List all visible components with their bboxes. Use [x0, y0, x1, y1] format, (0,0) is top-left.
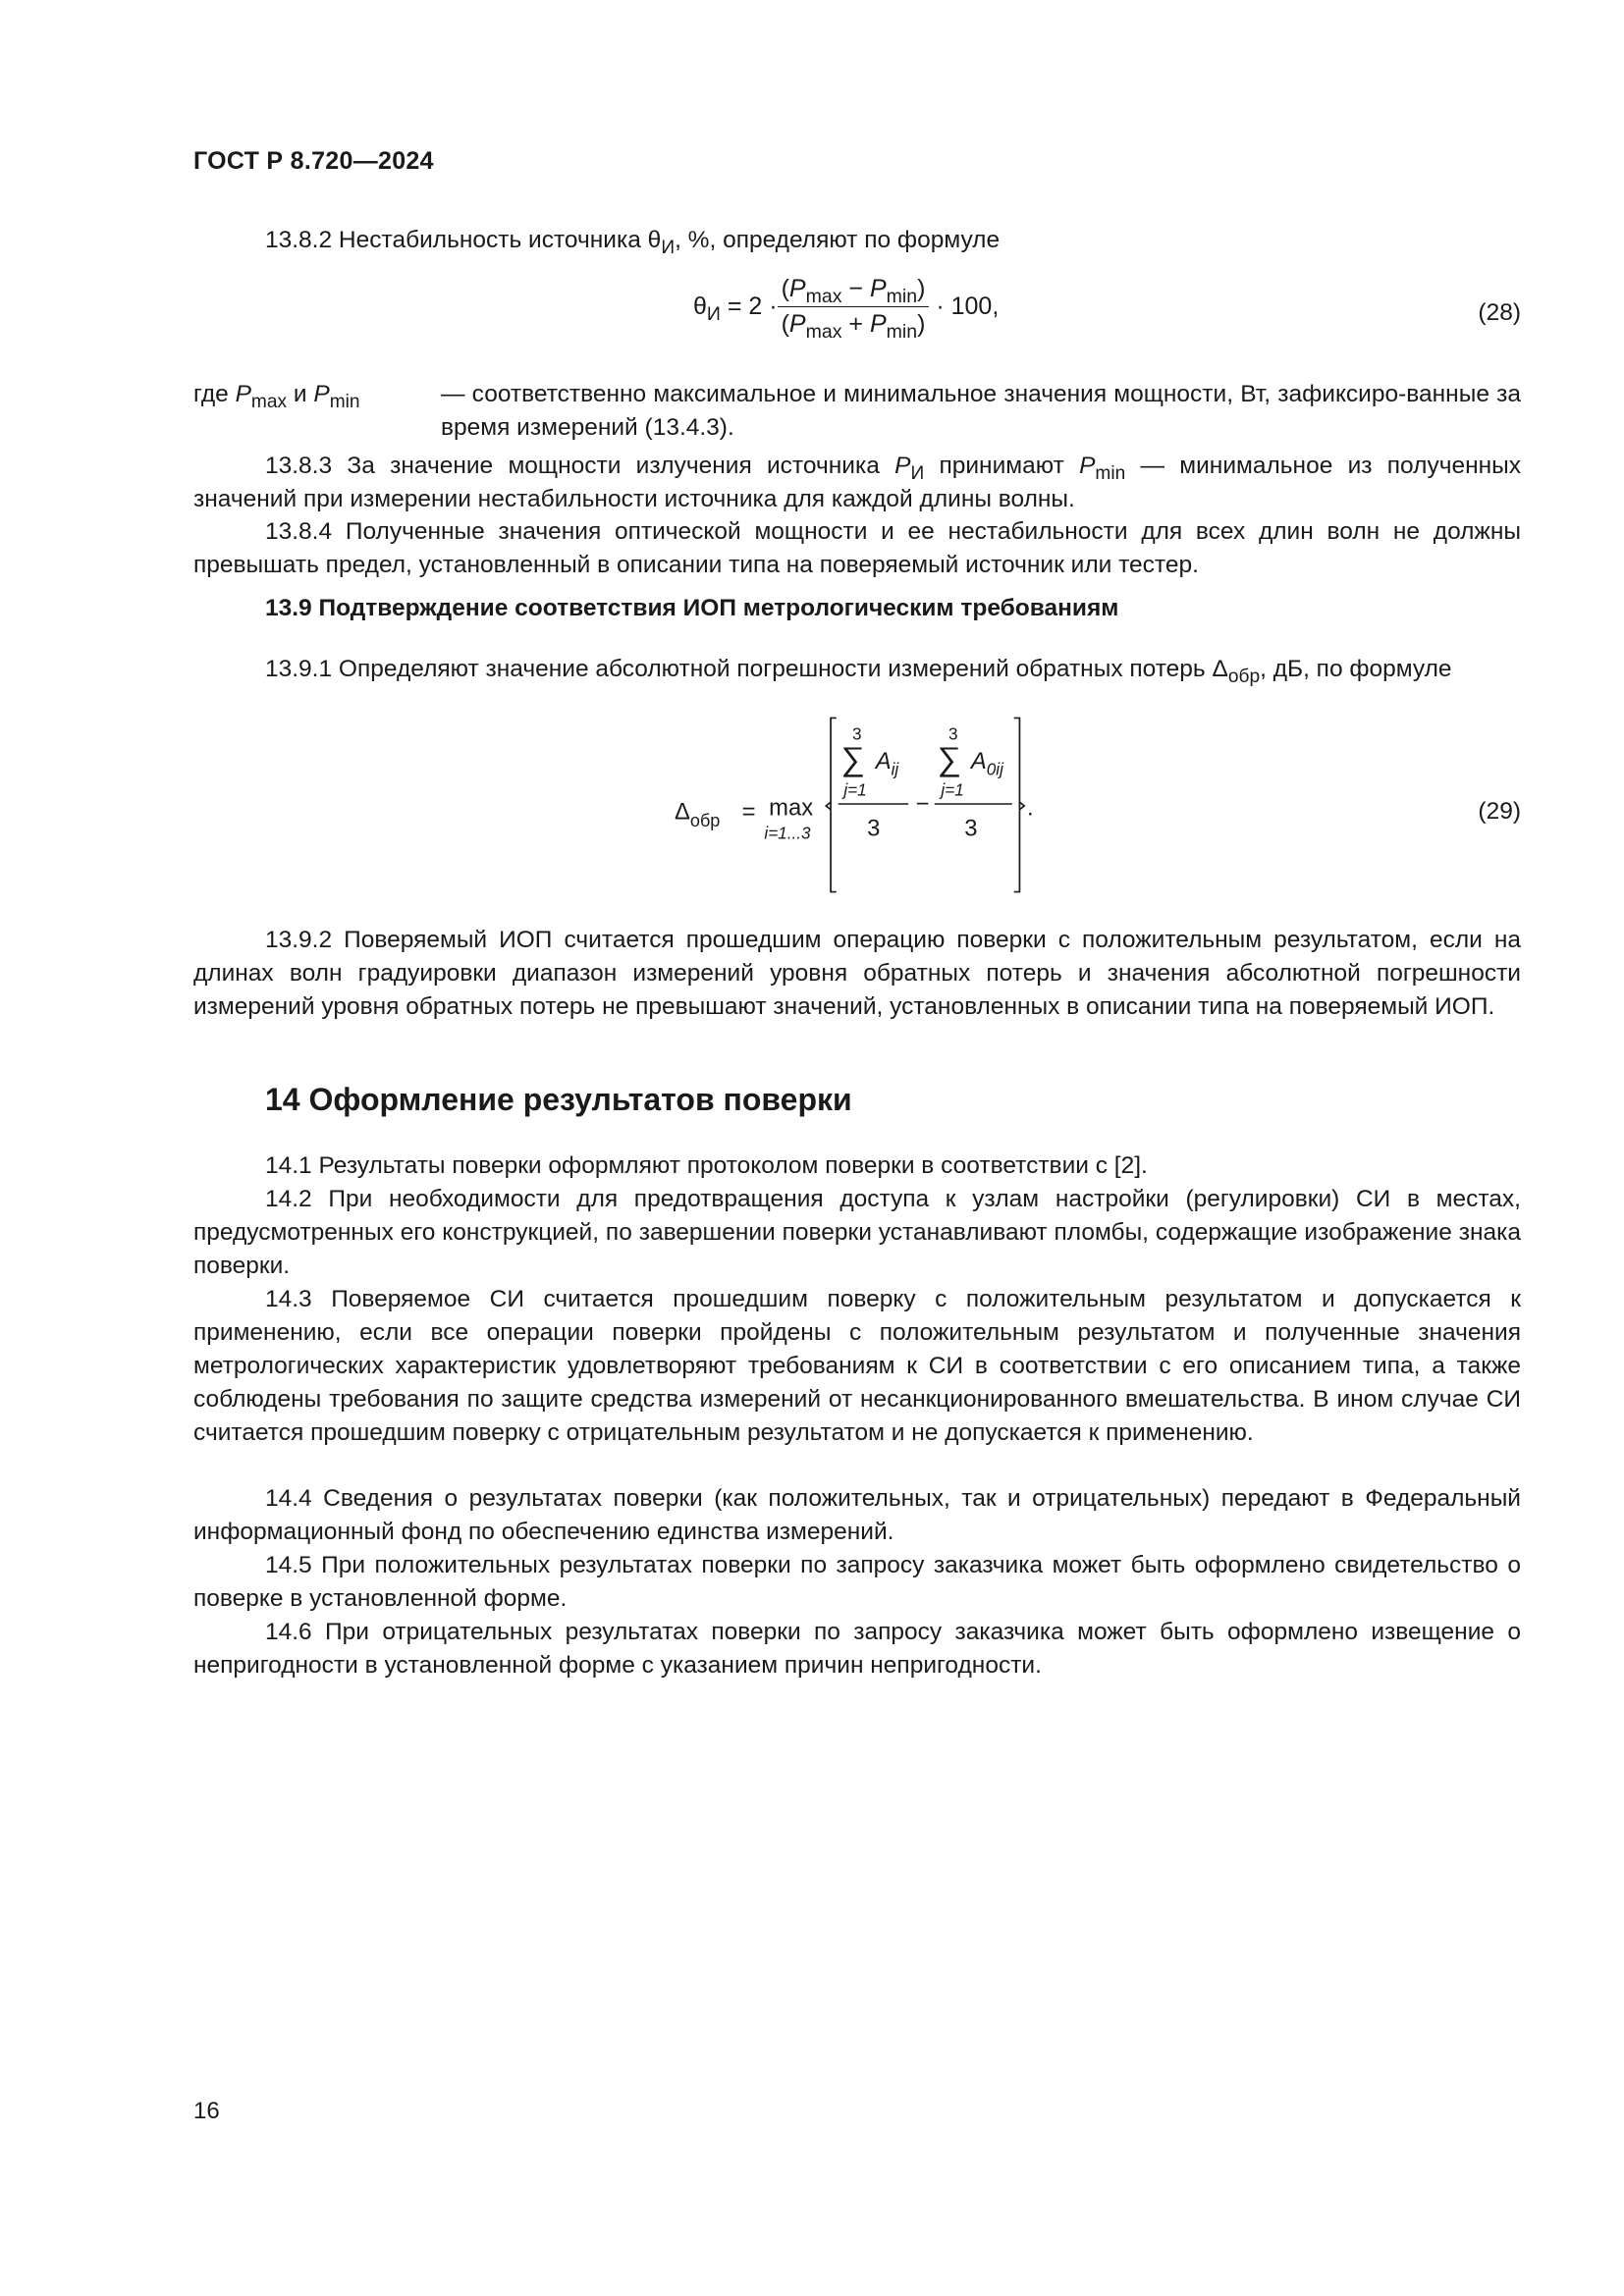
formula-29-sum2-lower: j=1 — [941, 779, 964, 800]
formula-28-number: (28) — [1478, 299, 1521, 326]
formula-29-denominator1: 3 — [867, 815, 881, 842]
paragraph-13-8-4: 13.8.4 Полученные значения оптической мощности и ее нестабильности для всех длин волн не должны превышать предел, установленный в описании типа на поверяемый источник или тестер. — [193, 518, 1521, 578]
formula-29-right-bracket — [1014, 718, 1020, 891]
formula-29-sum1-upper: 3 — [851, 723, 862, 744]
paragraph-14-4: 14.4 Сведения о результатах поверки (как положительных, так и отрицательных) передают в Федеральный информационный фонд по обеспечению единства измерений. — [193, 1485, 1521, 1545]
paragraph-14-3: 14.3 Поверяемое СИ считается прошедшим поверку с положительным результатом и допускается к применению, если все операции поверки пройдены с положительным результатом и полученные значения метрологических характеристик удовлетворяют требованиям к СИ в соответствии с его описанием типа, а также соблюдены требования по защите средства измерений от несанкционированного вмешательства. В ином случае СИ считается прошедшим поверку с отрицательным результатом и не допускается к применению. — [193, 1286, 1521, 1446]
paragraph-13-8-2: 13.8.2 Нестабильность источника $\theta_И$, %, определяют по формуле — [265, 227, 1001, 259]
paragraph-14-1: 14.1 Результаты поверки оформляют протоколом поверки в соответствии с [2]. — [265, 1152, 1148, 1179]
formula-29-max-index: i=1...3 — [764, 823, 811, 843]
formula-29-term1: $A_{ij}$ — [875, 747, 899, 779]
formula-29-lhs: $\Delta_{обр}$ — [675, 798, 721, 830]
formula-29-minus: − — [915, 790, 930, 818]
paragraph-13-9-2: 13.9.2 Поверяемый ИОП считается прошедшим операцию поверки с положительным результатом, если на длинах волн градуировки диапазон измерений уровня обратных потерь и значения абсолютной погрешности измерений уровня обратных потерь не превышают значений, установленных в описании типа на поверяемый ИОП. — [193, 927, 1521, 1020]
page-number: 16 — [193, 2098, 220, 2124]
formula-29-period: . — [1027, 794, 1034, 822]
formula-29-sum2-sigma: ∑ — [937, 740, 962, 778]
formula-29-equals: = — [741, 798, 756, 826]
formula-29 — [0, 707, 1624, 903]
formula-29-left-bracket — [831, 718, 837, 891]
paragraph-14-2: 14.2 При необходимости для предотвращения доступа к узлам настройки (регулировки) СИ в местах, предусмотренных его конструкцией, по завершении поверки устанавливают пломбы, содержащие изображение знака поверки. — [193, 1186, 1521, 1279]
formula-28: $\theta_И = 2$ · $\frac{(P_{max} - P_{min})}{(P_{max} + P_{min})}$ · 100, — [693, 275, 1000, 344]
formula-29-term2: $A_{0ij}$ — [970, 747, 1003, 779]
formula-28-fraction: $\frac{(P_{max} - P_{min})}{(P_{max} + P_{min})}$ — [778, 275, 930, 339]
formula-29-sum1-lower: j=1 — [843, 779, 867, 800]
formula-29-max: max — [769, 794, 814, 822]
formula-29-number: (29) — [1478, 798, 1521, 825]
paragraph-14-6: 14.6 При отрицательных результатах поверки по запросу заказчика может быть оформлено извещение о непригодности в установленной форме с указанием причин непригодности. — [193, 1619, 1521, 1679]
paragraph-13-9-1: 13.9.1 Определяют значение абсолютной погрешности измерений обратных потерь $\Delta_{обр}$, дБ, по формуле — [265, 656, 1452, 688]
formula-29-sum2-upper: 3 — [948, 723, 958, 744]
paragraph-13-8-3: 13.8.3 За значение мощности излучения источника $P_И$ принимают $P_{min}$ — минимальное из полученных значений при измерении нестабильности источника для каждой длины волны. — [193, 453, 1522, 512]
section-14-title: 14 Оформление результатов поверки — [265, 1082, 852, 1117]
document-page: ГОСТ Р 8.720—2024 13.8.2 Нестабильность источника $\theta_И$, %, определяют по формуле $\theta_И = 2$ · $\frac{(P_{max} - P_{min})}{(P_{max} + P_{min})}$ · 100, (28) где $P_{max}$ и $P_{min}$ — соответственно максимальное и минимальное значения мощности, Вт, зафиксиро-ванные за время измерений (13.4.3). 13.8.3 За значение мощности излучения источника $P_И$ принимают $P_{min}$ — минимальное из полученных значений при измерении нестабильности источника для каждой длины волны. 13.8.4 Полученные значения оптической мощности и ее нестабильности для всех длин волн не должны превышать предел, установленный в описании типа на поверяемый источник или тестер. 13.9 Подтверждение соответствия ИОП метрологическим требованиям 13.9.1 Определяют значение абсолютной погрешности измерений обратных потерь $\Delta_{обр}$, дБ, по формуле $\Delta_{обр}$ = max i=1...3 3 ∑ $A_{ij}$ j=1 3 − 3 ∑ $A_{0ij}$ j=1 3 . (29) 13.9.2 Поверяемый ИОП считается прошедшим операцию поверки с положительным результатом, если на длинах волн градуировки диапазон измерений уровня обратных потерь и значения абсолютной погрешности измерений уровня обратных потерь не превышают значений, установленных в описании типа на поверяемый ИОП. 14 Оформление результатов поверки 14.1 Результаты поверки оформляют протоколом поверки в соответствии с [2]. 14.2 При необходимости для предотвращения доступа к узлам настройки (регулировки) СИ в местах, предусмотренных его конструкцией, по завершении поверки устанавливают пломбы, содержащие изображение знака поверки. 14.3 Поверяемое СИ считается прошедшим поверку с положительным результатом и допускается к применению, если все операции поверки пройдены с положительным результатом и полученные значения метрологических характеристик удовлетворяют требованиям к СИ в соответствии с его описанием типа, а также соблюдены требования по защите средства измерений от несанкционированного вмешательства. В ином случае СИ считается прошедшим поверку с отрицательным результатом и не допускается к применению. 14.4 Сведения о результатах поверки (как положительных, так и отрицательных) передают в Федеральный информационный фонд по обеспечению единства измерений. 14.5 При положительных результатах поверки по запросу заказчика может быть оформлено свидетельство о поверке в установленной форме. 14.6 При отрицательных результатах поверки по запросу заказчика может быть оформлено извещение о непригодности в установленной форме с указанием причин непригодности. 16 — [0, 0, 1624, 2296]
formula-29-sum1-sigma: ∑ — [840, 740, 865, 778]
section-13-9-title: 13.9 Подтверждение соответствия ИОП метрологическим требованиям — [265, 595, 1119, 621]
document-header: ГОСТ Р 8.720—2024 — [193, 147, 434, 175]
paragraph-14-5: 14.5 При положительных результатах поверки по запросу заказчика может быть оформлено свидетельство о поверке в установленной форме. — [193, 1552, 1521, 1612]
formula-29-denominator2: 3 — [964, 815, 978, 842]
